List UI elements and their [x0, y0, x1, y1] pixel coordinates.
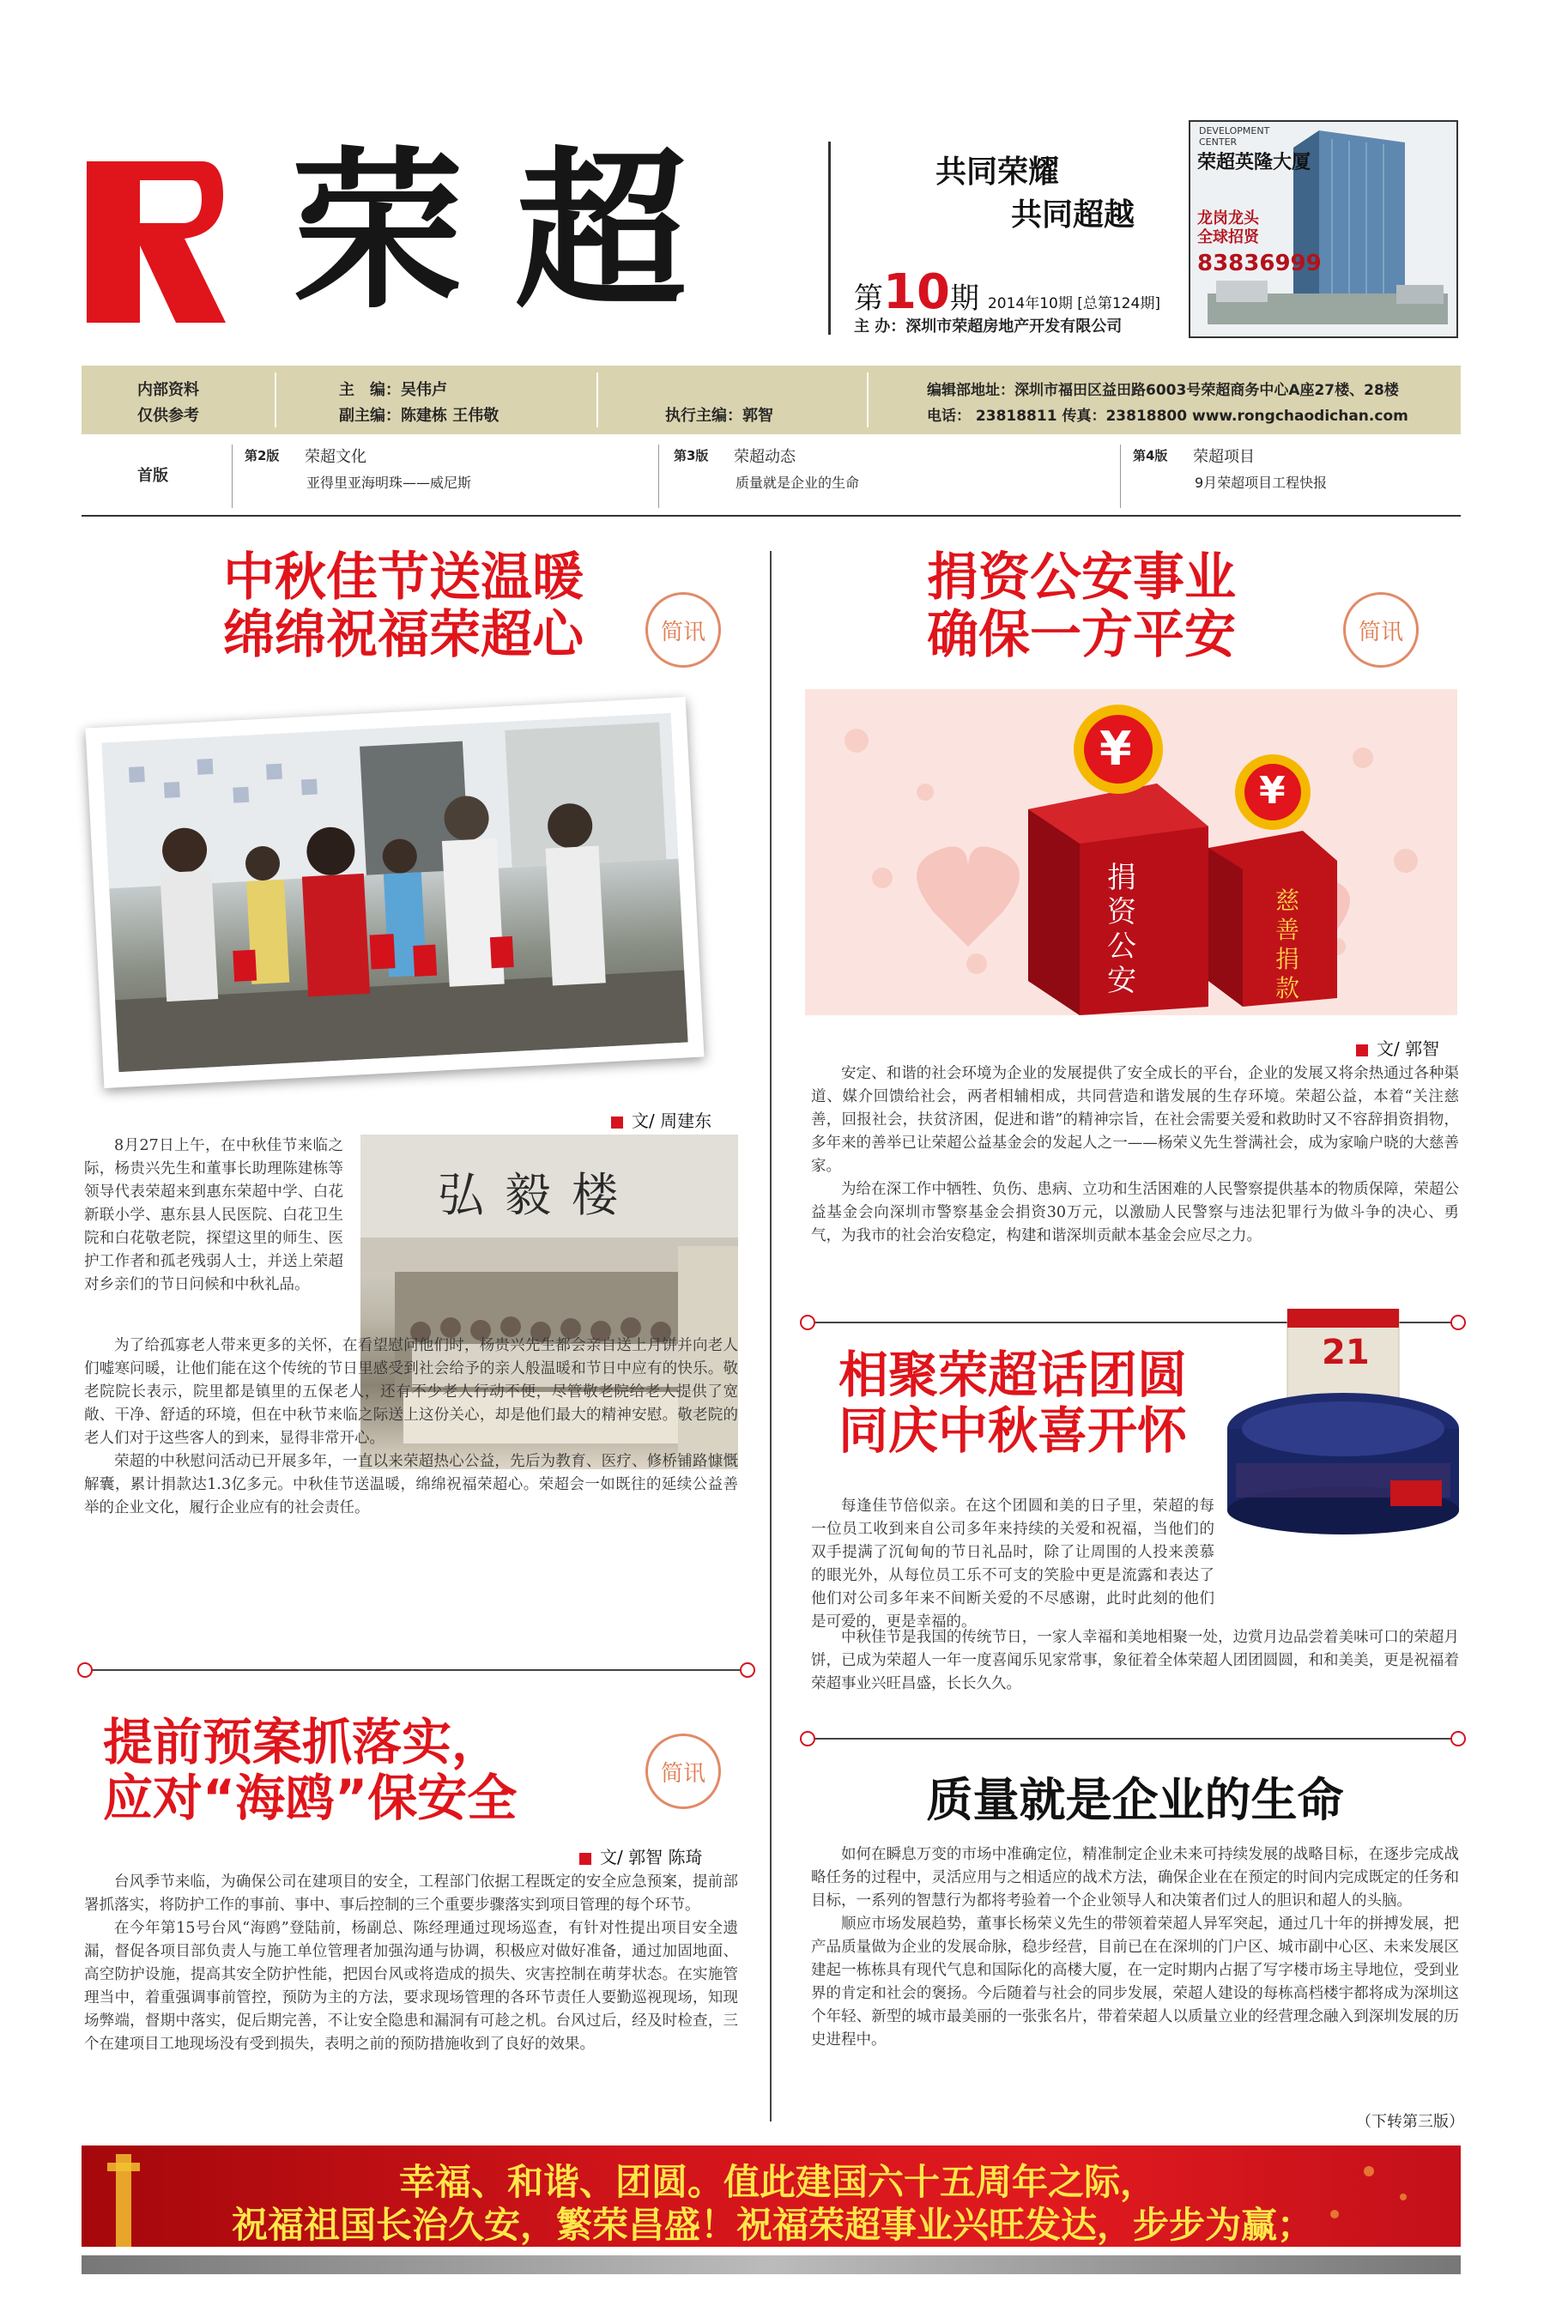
article1-body-wide: [84, 1334, 738, 1520]
toc-bottom-rule: [82, 515, 1461, 517]
section-rule: [807, 1738, 1461, 1740]
mooncake-gift-box: [1219, 1309, 1468, 1540]
article1-photo: [85, 697, 704, 1088]
deputy-name: 陈建栋 王伟敬: [401, 407, 499, 425]
rule-dot: [1450, 1731, 1466, 1746]
visit-photo-illustration: [101, 713, 687, 1072]
article2-headline-line1: 提前预案抓落实，: [103, 1713, 502, 1771]
article1-paragraph: 荣超的中秋慰问活动已开展多年，一直以来荣超热心公益，先后为教育、医疗、修桥铺路慷慨解囊，累计捐款达1.3亿多元。中秋佳节送温暖，绵绵祝福荣超心。荣超会一如既往的延续公益善举的企业文化，履行企业应有的社会责任。: [84, 1453, 738, 1516]
toc-separator: [1120, 445, 1121, 508]
editor-name: 吴伟卢: [401, 381, 447, 399]
reference-label: 仅供参考: [137, 407, 199, 425]
editorial-phone: 电话： 23818811 传真：23818800 www.rongchaodichan.com: [927, 408, 1408, 425]
brief-news-badge: 简讯: [645, 592, 721, 668]
editor-label: 主 编：: [339, 381, 401, 399]
toc-item-title[interactable]: 9月荣超项目工程快报: [1195, 475, 1328, 491]
toc-separator: [232, 445, 233, 508]
article2-headline: [103, 1715, 652, 1826]
issue-number: [854, 264, 1160, 320]
column-divider: [770, 551, 772, 2121]
byline-marker: [1356, 1044, 1368, 1056]
toc-item-title[interactable]: 亚得里亚海明珠——威尼斯: [306, 475, 472, 491]
exec-label: 执行主编：: [665, 407, 742, 425]
article4-headline-line2: 同庆中秋喜开怀: [838, 1401, 1187, 1460]
toc-item-page: 第3版: [674, 448, 709, 463]
rule-dot: [77, 1662, 93, 1678]
article5-headline: 质量就是企业的生命: [926, 1772, 1344, 1827]
article1-headline-line2: 绵绵祝福荣超心: [223, 605, 584, 666]
article4-headline-line1: 相聚荣超话团圆: [838, 1346, 1187, 1404]
toc-separator: [658, 445, 659, 508]
article1-byline: [611, 1107, 711, 1132]
article4-headline: [811, 1347, 1214, 1459]
article1-headline: [172, 549, 635, 664]
issue-meta: 2014年10期 [总第124期]: [987, 295, 1160, 312]
byline-marker: [611, 1117, 623, 1129]
article2-body: [84, 1871, 738, 2056]
slogan-line-1: 共同荣耀: [935, 154, 1060, 190]
banner-line-1: 幸福、和谐、团圆。值此建国六十五周年之际，: [399, 2161, 1157, 2203]
toc-item-section[interactable]: 荣超动态: [734, 448, 796, 466]
sponsor: 主 办：深圳市荣超房地产开发有限公司: [854, 318, 1123, 336]
table-of-contents: [82, 439, 1461, 513]
article3-headline-line2: 确保一方平安: [927, 605, 1236, 666]
toc-item-section[interactable]: 荣超文化: [305, 448, 366, 466]
building-advertisement: [1189, 120, 1458, 338]
article1-paragraph: 8月27日上午，在中秋佳节来临之际，杨贵兴先生和董事长助理陈建栋等领导代表荣超来到惠东荣超中学、白花新联小学、惠东县人民医院、白花卫生院和白花敬老院，探望这里的师生、医护工作者和孤老残弱人士，并送上荣超对乡亲们的节日问候和中秋礼品。: [84, 1137, 343, 1293]
article2-headline-line2: 应对“海鸥”保安全: [103, 1768, 518, 1827]
issue-suffix: 期: [949, 281, 979, 316]
article2-byline-text: 文/ 郭智 陈琦: [600, 1847, 703, 1867]
toc-item-page: 第2版: [245, 448, 280, 463]
byline-marker: [579, 1853, 591, 1865]
article1-byline-text: 文/ 周建东: [632, 1111, 712, 1131]
banner-line-2: 祝福祖国长治久安，繁荣昌盛！祝福荣超事业兴旺发达，步步为赢；: [232, 2204, 1314, 2246]
article3-headline-line1: 捐资公安事业: [927, 548, 1236, 608]
article4-body-narrow: [811, 1495, 1214, 1634]
masthead-divider: [828, 142, 831, 335]
editorial-address: 编辑部地址：深圳市福田区益田路6003号荣超商务中心A座27楼、28楼: [927, 382, 1399, 399]
info-separator: [867, 372, 869, 427]
article3-headline: [858, 549, 1305, 664]
article2-paragraph: 在今年第15号台风“海鸥”登陆前，杨副总、陈经理通过现场巡查，有针对性提出项目安全遗漏，督促各项目部负责人与施工单位管理者加强沟通与协调，积极应对做好准备，通过加固地面、高空防护设施，提高其安全防护性能，把因台风或将造成的损失、灾害控制在萌芽状态。在实施管理当中，着重强调事前管控，预防为主的方法，要求现场管理的各环节责任人要勤巡视现场，知现场弊端，督期中落实，促后期完善，不让安全隐患和漏洞有可趁之机。台风过后，经及时检查，三个在建项目工地现场没有受到损失，表明之前的预防措施收到了良好的效果。: [84, 1920, 738, 2053]
box-label-charity: 慈善捐款: [1275, 887, 1300, 1002]
ad-header: DEVELOPMENT CENTER: [1199, 125, 1270, 148]
internal-label: 内部资料: [137, 381, 199, 399]
company-logo: [82, 156, 227, 328]
rule-dot: [740, 1662, 755, 1678]
executive-editor: [665, 403, 773, 426]
rule-dot: [800, 1731, 815, 1746]
article4-paragraph: 每逢佳节倍似亲。在这个团圆和美的日子里，荣超的每一位员工收到来自公司多年来持续的关爱和祝福，当他们的双手提满了沉甸甸的节日礼品时，除了让周围的人投来羡慕的眼光外，从每位员工乐不可支的笑脸中更是流露和表达了他们对公司多年来不间断关爱的不尽感谢，此时此刻的他们是可爱的，更是幸福的。: [811, 1498, 1214, 1631]
issue-number-value: 10: [883, 264, 950, 320]
toc-item-section[interactable]: 荣超项目: [1193, 448, 1255, 466]
article4-body: [811, 1626, 1459, 1696]
rule-dot: [800, 1315, 815, 1330]
info-separator: [275, 372, 276, 427]
article2-byline: [579, 1843, 702, 1868]
building-sign: 弘毅楼: [438, 1168, 639, 1222]
ad-line-2: 全球招贤: [1197, 228, 1259, 246]
article3-paragraph: 安定、和谐的社会环境为企业的发展提供了安全成长的平台，企业的发展又将余热通过各种渠道、媒介回馈给社会，两者相辅相成，共同营造和谐发展的生存环境。荣超公益，本着“关注慈善，回报社会，扶贫济困，促进和谐”的精神宗旨，在社会需要关爱和救助时又不容辞捐资捐物，多年来的善举已让荣超公益基金会的发起人之一——杨荣义先生誉满社会，成为家喻户晓的大慈善家。: [811, 1065, 1459, 1175]
donation-illustration: [805, 689, 1457, 1015]
footer-bar: [82, 2255, 1461, 2274]
box-label-donate-police: 捐资公安: [1107, 861, 1136, 998]
editor: [339, 378, 447, 400]
brief-news-badge: 简讯: [1343, 592, 1419, 668]
section-rule: [86, 1669, 751, 1671]
article5-body: [811, 1843, 1459, 2052]
masthead-title: 荣超: [292, 130, 739, 332]
yuan-coin-symbol: ¥: [1259, 769, 1286, 813]
info-separator: [596, 372, 598, 427]
article5-paragraph: 顺应市场发展趋势，董事长杨荣义先生的带领着荣超人异军突起，通过几十年的拼搏发展，把产品质量做为企业的发展命脉，稳步经营，目前已在在深圳的门户区、城市副中心区、未来发展区建起一栋栋具有现代气息和国际化的高楼大厦，在一定时期内占据了写字楼市场主导地位，受到业界的肯定和社会的褒扬。今后随着与社会的同步发展，荣超人建设的每栋高档楼宇都将成为深圳这个年轻、新型的城市最美丽的一张张名片，带着荣超人以质量立业的经营理念融入到深圳发展的历史进程中。: [811, 1915, 1459, 2049]
ad-line-1: 龙岗龙头: [1197, 209, 1259, 227]
mooncake-box-label: 21: [1322, 1333, 1370, 1372]
article1-body-col: [84, 1135, 343, 1297]
article4-paragraph: 中秋佳节是我国的传统节日，一家人幸福和美地相聚一处，边赏月边品尝着美味可口的荣超月饼，已成为荣超人一年一度喜闻乐见家常事，象征着全体荣超人团团圆圆，和和美美，更是祝福着荣超事业兴旺昌盛，长长久久。: [811, 1629, 1459, 1692]
ad-name: 荣超英隆大厦: [1197, 152, 1311, 173]
article5-paragraph: 如何在瞬息万变的市场中准确定位，精准制定企业未来可持续发展的战略目标，在逐步完成战略任务的过程中，灵活应用与之相适应的战术方法，确保企业在在预定的时间内完成既定的任务和目标，一系列的智慧行为都将考验着一个企业领导人和决策者们过人的胆识和超人的头脑。: [811, 1846, 1459, 1909]
article3-byline: [1356, 1035, 1439, 1060]
article3-paragraph: 为给在深工作中牺牲、负伤、患病、立功和生活困难的人民警察提供基本的物质保障，荣超公益基金会向深圳市警察基金会捐资30万元，以激励人民警察与违法犯罪行为做斗争的决心、勇气，为我市的社会治安稳定，构建和谐深圳贡献本基金会应尽之力。: [811, 1181, 1459, 1244]
slogan-line-2: 共同超越: [1011, 197, 1135, 233]
toc-front-page[interactable]: 首版: [137, 467, 168, 485]
exec-name: 郭智: [742, 407, 773, 425]
editorial-info-bar: [82, 366, 1461, 434]
article3-byline-text: 文/ 郭智: [1377, 1038, 1440, 1059]
ad-phone: 83836999: [1197, 251, 1322, 276]
article3-body: [811, 1062, 1459, 1248]
brief-news-badge: 简讯: [645, 1734, 721, 1809]
continued-note: （下转第三版）: [1356, 2113, 1464, 2131]
deputy-label: 副主编：: [339, 407, 401, 425]
article1-headline-line1: 中秋佳节送温暖: [223, 548, 584, 608]
article1-paragraph: 为了给孤寡老人带来更多的关怀，在看望慰问他们时，杨贵兴先生都会亲自送上月饼并向老人们嘘寒问暖，让他们能在这个传统的节日里感受到社会给予的亲人般温暖和节日中应有的快乐。敬老院院长表示，院里都是镇里的五保老人，还有不少老人行动不便，尽管敬老院给老人提供了宽敞、干净、舒适的环境，但在中秋节来临之际送上这份关心，却是他们最大的精神安慰。敬老院的老人们对于这些客人的到来，显得非常开心。: [84, 1337, 738, 1447]
celebration-banner: [82, 2145, 1461, 2247]
toc-item-title[interactable]: 质量就是企业的生命: [736, 475, 860, 491]
yuan-coin-symbol: ¥: [1099, 722, 1132, 776]
deputy-editor: [339, 403, 499, 426]
issue-prefix: 第: [854, 281, 883, 316]
toc-item-page: 第4版: [1133, 448, 1168, 463]
article2-paragraph: 台风季节来临，为确保公司在建项目的安全，工程部门依据工程既定的安全应急预案，提前部署抓落实，将防护工作的事前、事中、事后控制的三个重要步骤落实到项目管理的每个环节。: [84, 1873, 738, 1914]
